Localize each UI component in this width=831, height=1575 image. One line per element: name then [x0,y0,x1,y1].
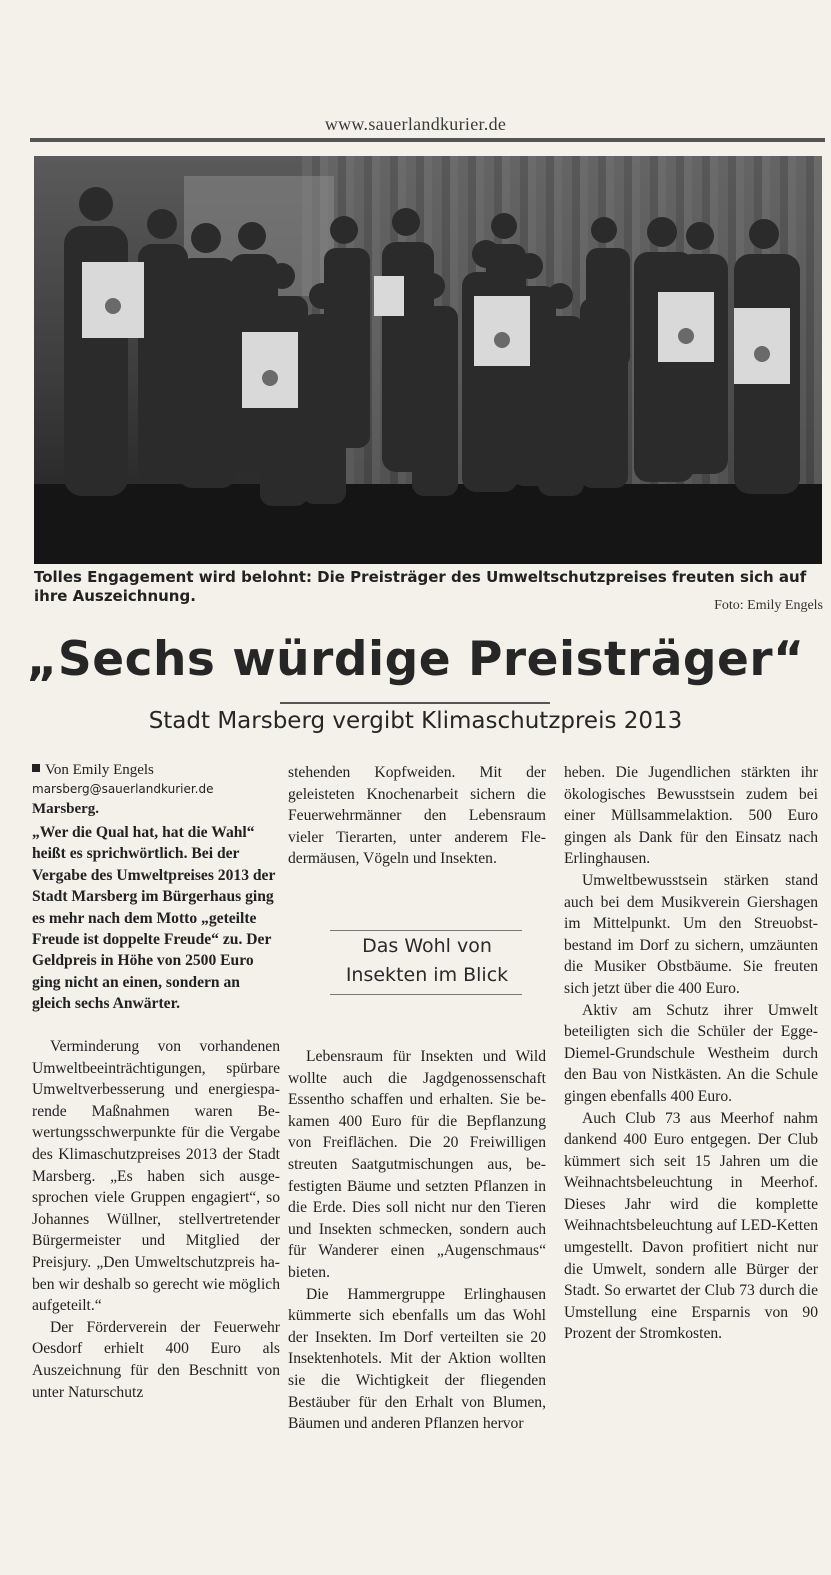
column-2 [288,762,546,870]
paragraph: Der Förderverein der Feuerwehr Oesdorf erhielt 400 Euro als Auszeichnung für den Beschnitt von unter Naturschutz [32,1318,280,1401]
top-rule [30,138,825,142]
dateline-city: Marsberg. [32,801,100,817]
lead-paragraph: „Wer die Qual hat, hat die Wahl“ heißt es sprichwörtlich. Bei der Vergabe des Umweltpreises 2013 der Stadt Marsberg im Bürgerhaus ging es mehr nach dem Motto „geteilte Freude ist doppelte Freude“ zu. Der Geldpreis in Höhe von 2500 Euro ging nicht an einen, sondern an gleich sechs Anwärter. [32,824,276,1013]
author-email: marsberg@sauerlandkurier.de [32,782,214,796]
byline-text: Von Emily Engels [45,762,154,778]
group-silhouettes [34,156,822,564]
column-1 [32,1036,280,1403]
group-photo [34,156,822,564]
site-url: www.sauerlandkurier.de [324,114,507,134]
subheadline: Stadt Marsberg vergibt Klimaschutzpreis 2013 [148,708,683,734]
bullet-square-icon [32,764,40,772]
byline [32,762,154,779]
photo-credit: Foto: Emily Engels [714,598,823,613]
paragraph: Die Hammergruppe Erlinghausen kümmerte sich ebenfalls um das Wohl der Insekten. Im Dorf verteilten sie 20 Insektenhotels. Mit der Aktion wollten sie die Wichtigkeit der fliegenden Bestäuber für den Erhalt von Blumen, Bäumen und anderen Pflanzen hervor [288,1285,546,1433]
headline-rule [280,702,550,704]
box-heading-rule-top [330,930,522,931]
paragraph: Aktiv am Schutz ihrer Umwelt beteiligten sich die Schüler der Egge-Diemel-Grundschule Westheim durch den Bau von Nistkästen. An die Schule gingen ebenfalls 400 Euro. [564,1001,818,1105]
photo-caption: Tolles Engagement wird belohnt: Die Preisträger des Umweltschutzpreises freuten sich auf ihre Auszeichnung. [34,568,807,605]
paragraph: Umweltbewusstsein stärken stand auch bei dem Musikverein Giershagen im Mittelpunkt. Um den Streuobstbestand im Dorf zu sichern, umzäunten die Musiker Obstbäume. Sie freuten sich jetzt über die 400 Euro. [564,871,818,997]
column-3 [564,762,818,1345]
paragraph: Auch Club 73 aus Meerhof nahm dankend 400 Euro entgegen. Der Club kümmert sich seit 15 Jahren um die Weihnachtsbeleuchtung in Meerhof. Dieses Jahr wird die komplette Weihnachtsbeleuchtung auf LED-Ketten umgestellt. Davon profitiert nicht nur die Umwelt, sondern alle Bürger der Stadt. So erwartet der Club 73 durch die Umstellung eine Ersparnis von 90 Prozent der Stromkosten. [564,1109,818,1343]
box-heading-rule-bottom [330,994,522,995]
box-heading [332,932,522,990]
paragraph: Lebensraum für Insekten und Wild wollte auch die Jagdgenossenschaft Essentho schaffen und erhalten. Sie bekamen 400 Euro für die Bepflanzung von Freiflächen. Die 20 Freiwilligen streuten Saatgutmischungen aus, befestigten Bäume und setzten Pflanzen in die Erde. Dies soll nicht nur den Tieren und Insekten schmecken, sondern auch für Wanderer einen „Augenschmaus“ bieten. [288,1048,546,1281]
paragraph: stehenden Kopfweiden. Mit der geleisteten Knochenarbeit sichern die Feuerwehrmänner den Lebensraum vieler Tierarten, unter anderem Fledermäusen, Vögeln und Insekten. [288,764,546,868]
paragraph: Verminderung von vorhandenen Umweltbeeinträchtigungen, spürbare Umweltverbesserung und energiesparende Maßnahmen waren Bewertungsschwerpunkte für die Vergabe des Klimaschutzpreises 2013 der Stadt Marsberg. „Es haben sich ausgesprochen viele Gruppen engagiert“, so Johannes Wüllner, stellvertretender Bürgermeister und Mitglied der Preisjury. „Den Umweltschutzpreis haben wir deshalb so gerecht wie möglich aufgeteilt.“ [32,1038,280,1315]
box-heading-line-2: Insekten im Blick [345,964,509,986]
box-heading-line-1: Das Wohl von [362,935,492,957]
headline: „Sechs würdige Preisträger“ [26,632,805,687]
paragraph: heben. Die Jugendlichen stärkten ihr ökologisches Bewusstsein zudem bei einer Müllsammelaktion. 500 Euro gingen als Dank für den Einsatz nach Erlinghausen. [564,764,818,868]
column-2-continued [288,1046,546,1435]
